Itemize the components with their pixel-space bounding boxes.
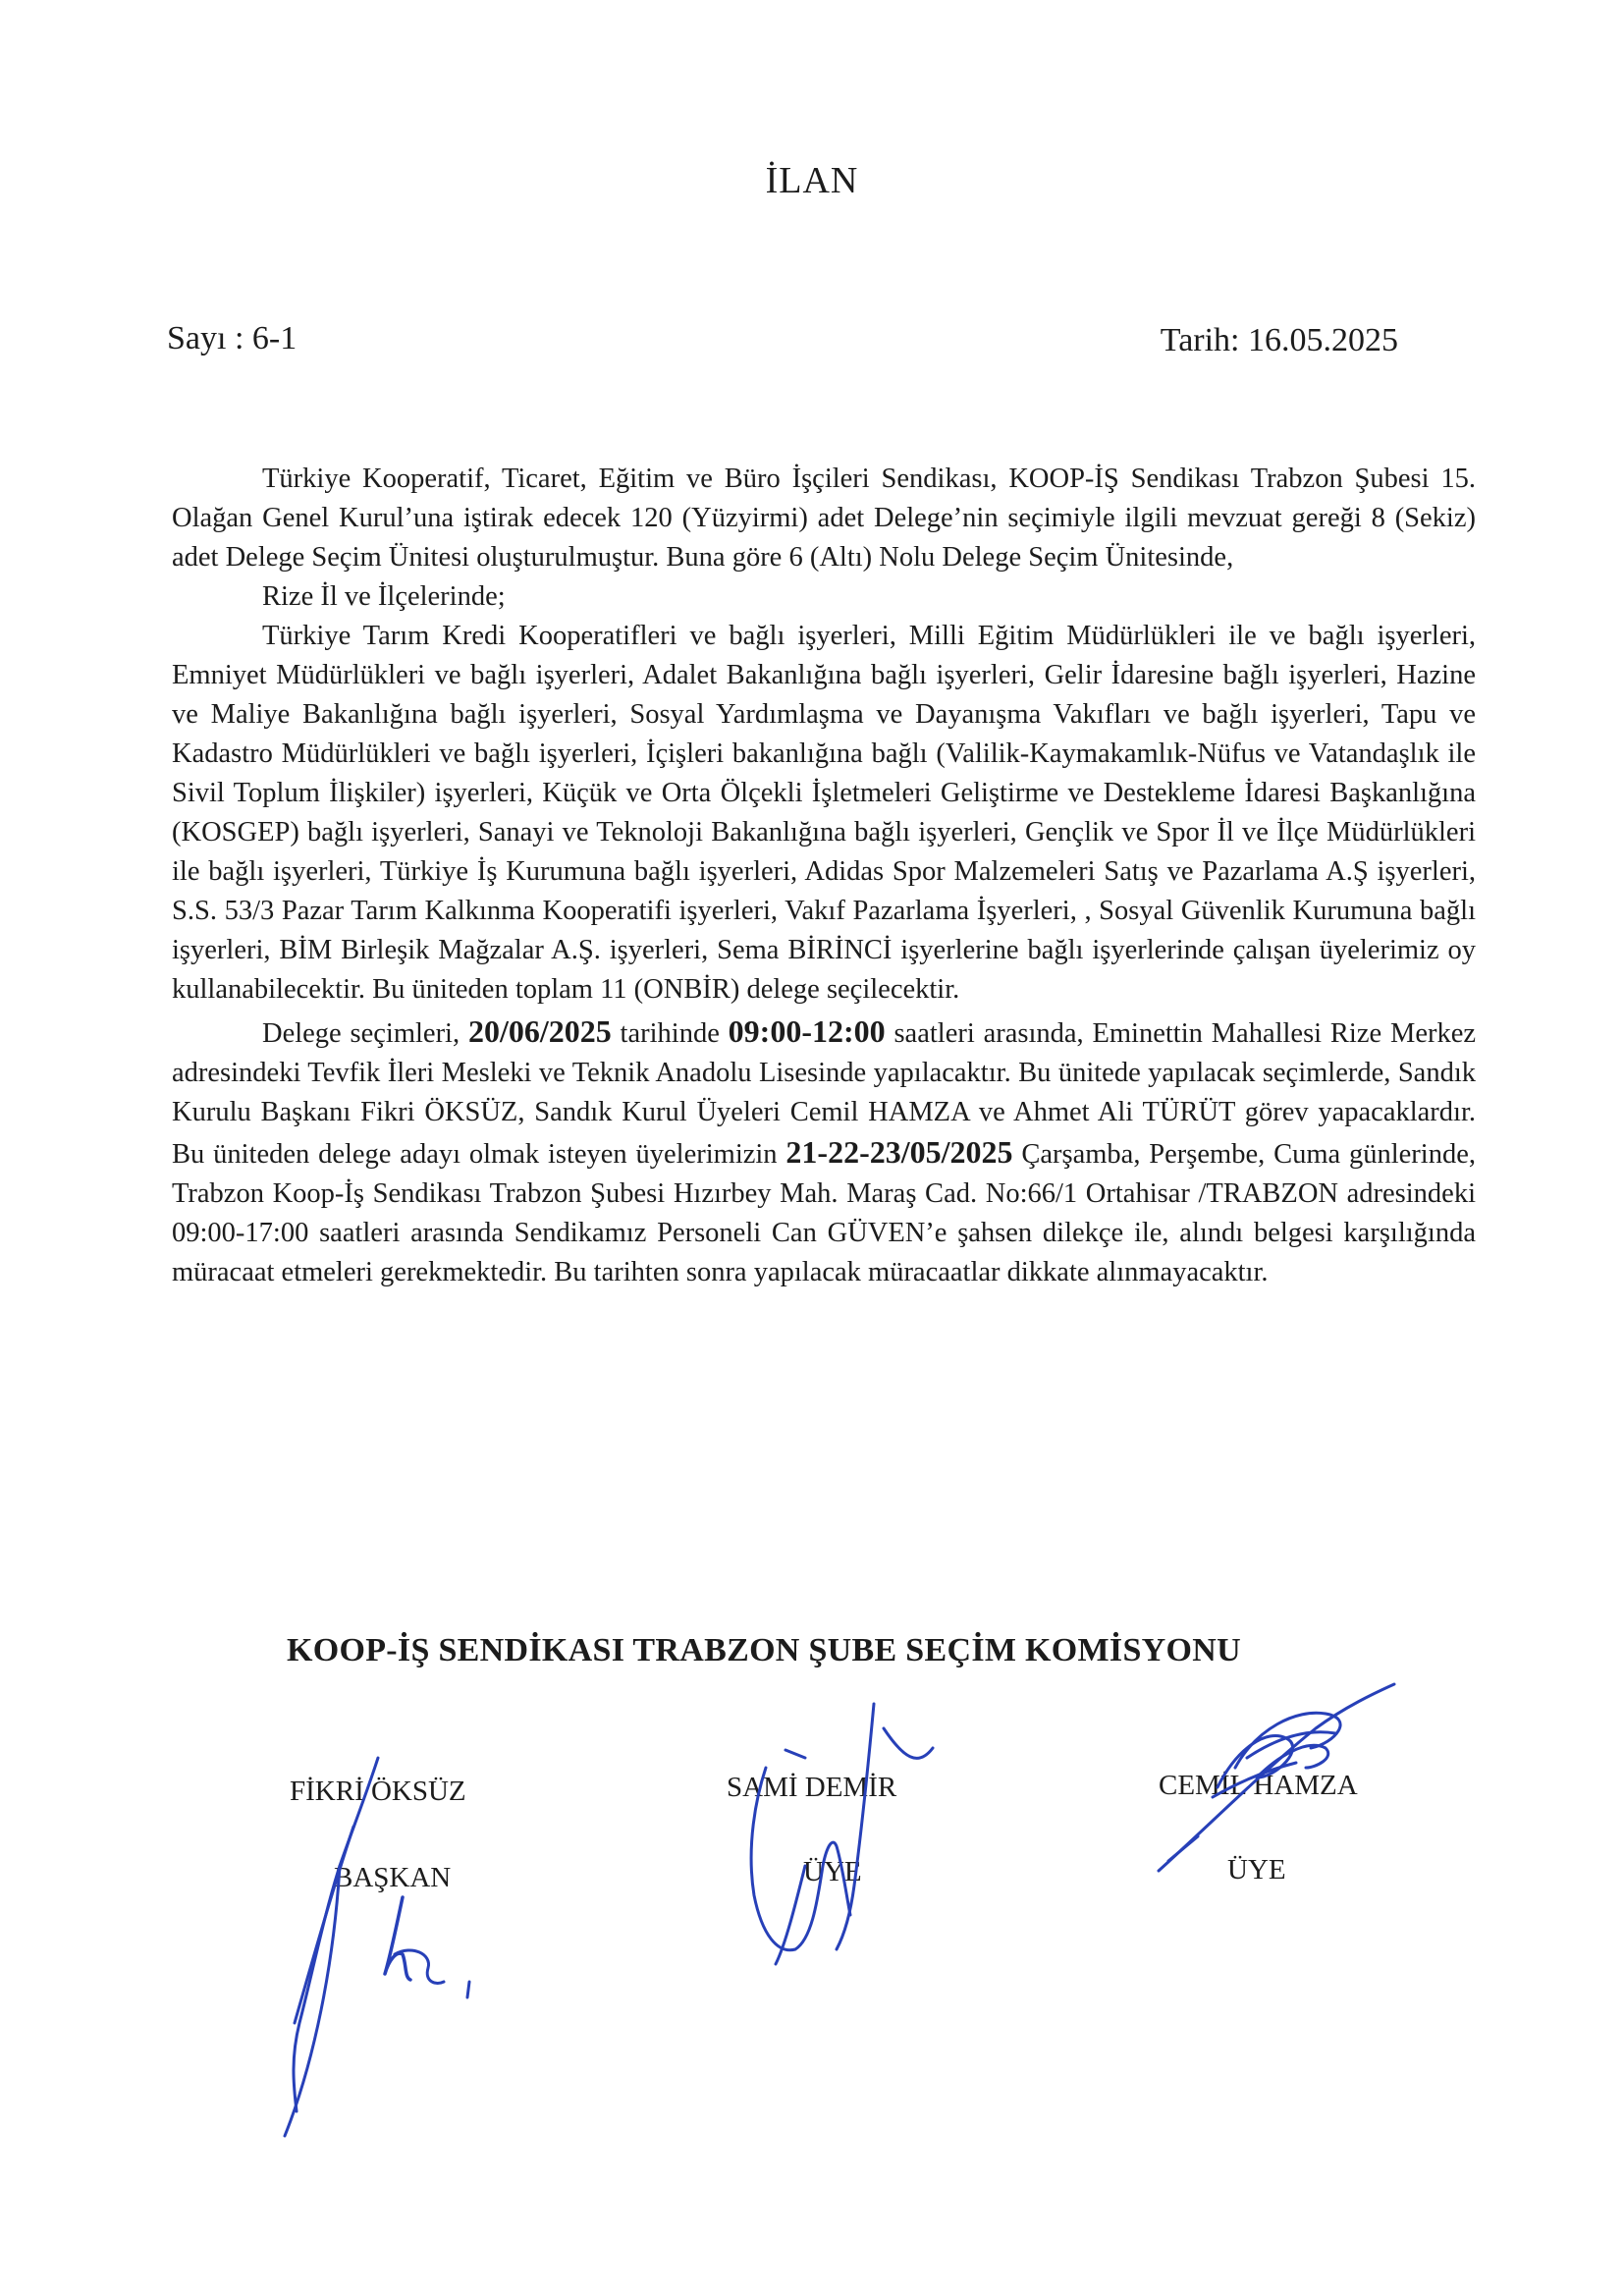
document-date: Tarih: 16.05.2025 <box>1160 322 1398 358</box>
signature-1 <box>285 1758 469 2136</box>
election-text-b: tarihinde <box>611 1018 729 1049</box>
election-text-d: Çarşamba, Perşembe, Cuma günlerinde, Trabzon Koop-İş Sendikası Trabzon Şubesi Hızırbey Mah. Maraş Cad. No:66/1 Ortahisar /TRABZON adresindeki 09:00-17:00 saatleri arasında Sendikamız Personeli Can GÜVEN’e şahsen dilekçe ile, alındı belgesi karşılığında müracaat etmeleri gerekmektedir. Bu tarihten sonra yapılacak müracaatlar dikkate alınmayacaktır. <box>172 1139 1476 1287</box>
signatory-name-2: SAMİ DEMİR <box>727 1772 897 1803</box>
document-number: Sayı : 6-1 <box>167 320 298 356</box>
signatory-role-2: ÜYE <box>803 1856 862 1887</box>
election-text-c: saatleri arasında, Eminettin Mahallesi Rize Merkez adresindeki Tevfik İleri Mesleki ve Teknik Anadolu Lisesinde yapılacaktır. Bu ünitede yapılacak seçimlerde, Sandık Kurulu Başkanı Fikri ÖKSÜZ, Sandık Kurul Üyeleri Cemil HAMZA ve Ahmet Ali TÜRÜT görev yapacaklardır. Bu üniteden delege adayı olmak isteyen üyelerimizin <box>172 1018 1477 1170</box>
signatory-name-3: CEMİL HAMZA <box>1159 1770 1358 1801</box>
announcement-body <box>172 460 1476 1292</box>
election-time: 09:00-12:00 <box>728 1013 886 1049</box>
signatory-name-1: FİKRİ ÖKSÜZ <box>290 1776 466 1807</box>
paragraph-election-details <box>172 1011 1476 1292</box>
document-title: İLAN <box>765 160 859 201</box>
signature-2 <box>751 1704 933 1964</box>
signatory-role-1: BAŞKAN <box>334 1862 452 1893</box>
commission-heading: KOOP-İŞ SENDİKASI TRABZON ŞUBE SEÇİM KOMİSYONU <box>287 1632 1241 1668</box>
application-dates: 21-22-23/05/2025 <box>785 1134 1013 1170</box>
signatory-role-3: ÜYE <box>1227 1854 1286 1886</box>
election-text-a: Delege seçimleri, <box>262 1018 468 1049</box>
paragraph-intro: Türkiye Kooperatif, Ticaret, Eğitim ve Büro İşçileri Sendikası, KOOP-İŞ Sendikası Trabzon Şubesi 15. Olağan Genel Kurul’una iştirak edecek 120 (Yüzyirmi) adet Delege’nin seçimiyle ilgili mevzuat gereği 8 (Sekiz) adet Delege Seçim Ünitesi oluşturulmuştur. Buna göre 6 (Altı) Nolu Delege Seçim Ünitesinde, <box>172 464 1476 573</box>
paragraph-region: Rize İl ve İlçelerinde; <box>262 581 506 612</box>
election-date: 20/06/2025 <box>467 1013 612 1049</box>
paragraph-workplaces: Türkiye Tarım Kredi Kooperatifleri ve bağlı işyerleri, Milli Eğitim Müdürlükleri ile ve bağlı işyerleri, Emniyet Müdürlükleri ve bağlı işyerleri, Adalet Bakanlığına bağlı işyerleri, Gelir İdaresine bağlı işyerleri, Hazine ve Maliye Bakanlığına bağlı işyerleri, Sosyal Yardımlaşma ve Dayanışma Vakıfları ve bağlı işyerleri, Tapu ve Kadastro Müdürlükleri ve bağlı işyerleri, İçişleri bakanlığına bağlı (Valilik-Kaymakamlık-Nüfus ve Vatandaşlık ile Sivil Toplum İlişkiler) işyerleri, Küçük ve Orta Ölçekli İşletmeleri Geliştirme ve Destekleme İdaresi Başkanlığına (KOSGEP) bağlı işyerleri, Sanayi ve Teknoloji Bakanlığına bağlı işyerleri, Gençlik ve Spor İl ve İlçe Müdürlükleri ile bağlı işyerleri, Türkiye İş Kurumuna bağlı işyerleri, Adidas Spor Malzemeleri Satış ve Pazarlama A.Ş işyerleri, S.S. 53/3 Pazar Tarım Kalkınma Kooperatifi işyerleri, Vakıf Pazarlama İşyerleri, , Sosyal Güvenlik Kurumuna bağlı işyerleri, BİM Birleşik Mağzalar A.Ş. işyerleri, Sema BİRİNCİ işyerlerine bağlı işyerlerinde çalışan üyelerimiz oy kullanabilecektir. Bu üniteden toplam 11 (ONBİR) delege seçilecektir. <box>172 621 1476 1005</box>
